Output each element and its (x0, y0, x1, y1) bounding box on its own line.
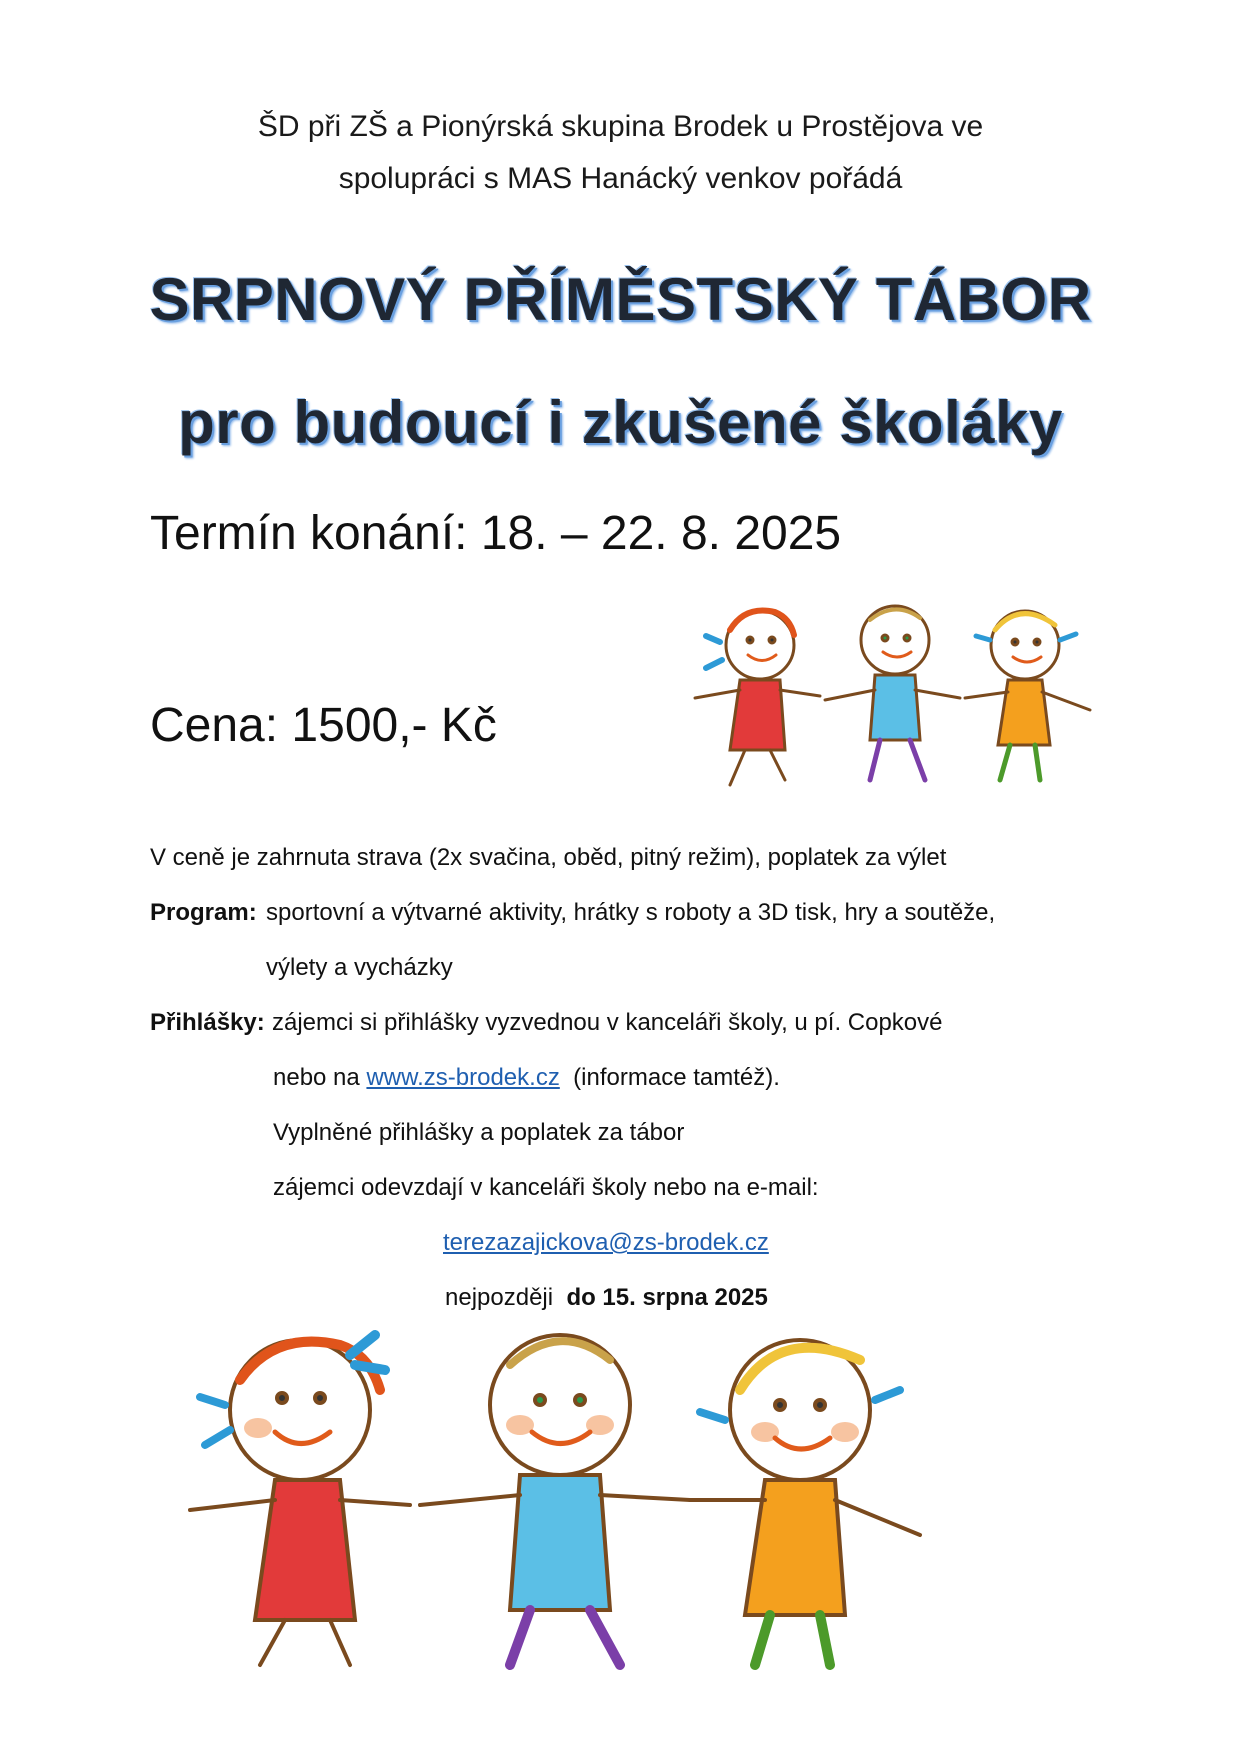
email-link[interactable]: terezazajickova@zs-brodek.cz (443, 1229, 769, 1256)
children-illustration-large (180, 1320, 980, 1680)
deadline-date: do 15. srpna 2025 (566, 1284, 768, 1311)
event-subtitle: pro budoucí i zkušené školáky (178, 389, 1063, 456)
organizer-line-2: spolupráci s MAS Hanácký venkov pořádá (338, 162, 903, 195)
deadline-prefix: nejpozději (445, 1284, 554, 1311)
included-text: V ceně je zahrnuta strava (2x svačina, oběd, pitný režim), poplatek za výlet (150, 844, 947, 871)
event-date: Termín konání: 18. – 22. 8. 2025 (150, 507, 842, 560)
signup-website-line (273, 1064, 780, 1092)
program-label: Program: (150, 899, 257, 926)
program-text: sportovní a výtvarné aktivity, hrátky s roboty a 3D tisk, hry a soutěže, (266, 899, 996, 926)
program-text-2: výlety a vycházky (266, 954, 453, 981)
signup-suffix: (informace tamtéž). (573, 1064, 780, 1091)
organizer-line-1: ŠD při ZŠ a Pionýrská skupina Brodek u Prostějova ve (257, 110, 984, 143)
signup-text: zájemci si přihlášky vyzvednou v kanceláři školy, u pí. Copkové (272, 1009, 943, 1036)
event-price: Cena: 1500,- Kč (150, 699, 497, 752)
signup-prefix: nebo na (273, 1064, 360, 1091)
event-title: SRPNOVÝ PŘÍMĚSTSKÝ TÁBOR (149, 266, 1092, 333)
signup-text-3: Vyplněné přihlášky a poplatek za tábor (273, 1119, 685, 1146)
deadline-line (445, 1284, 768, 1312)
signup-text-4: zájemci odevzdají v kanceláři školy nebo na e-mail: (273, 1174, 819, 1201)
email-line (443, 1229, 769, 1257)
signup-label: Přihlášky: (150, 1009, 265, 1036)
children-illustration-small (690, 600, 1110, 800)
website-link[interactable]: www.zs-brodek.cz (366, 1064, 560, 1091)
